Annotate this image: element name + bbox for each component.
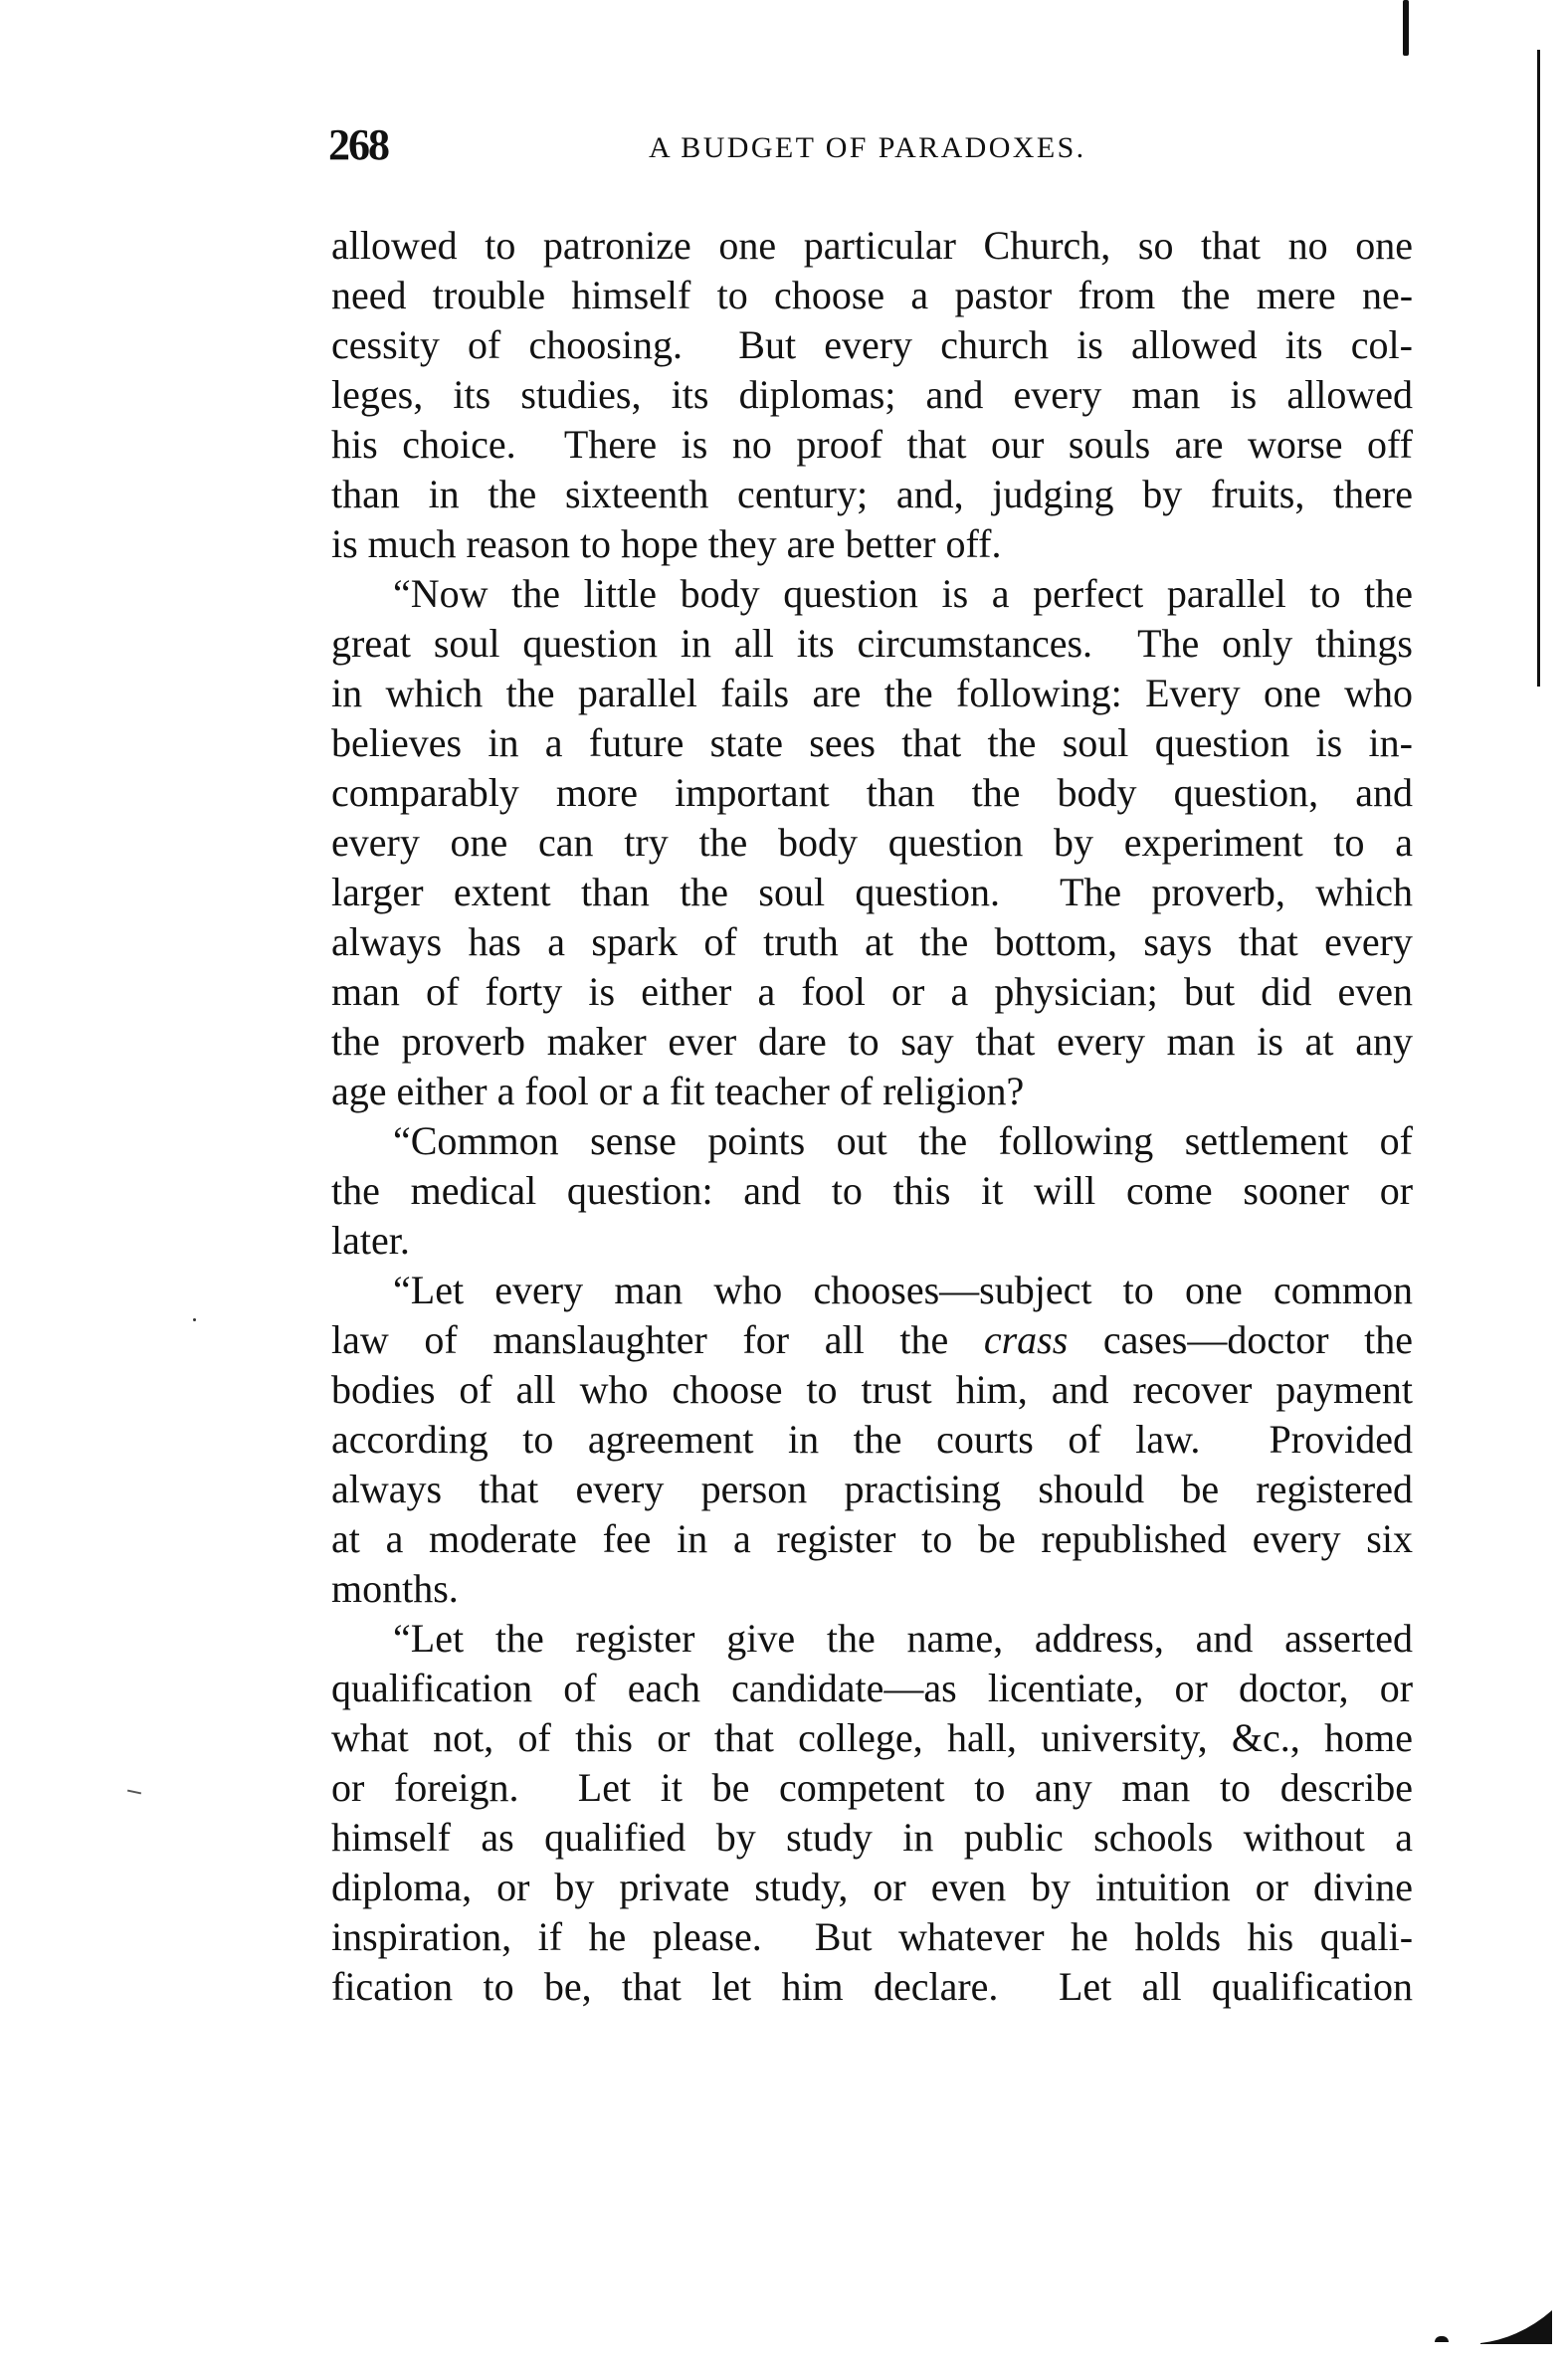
body-text bbox=[331, 221, 1413, 2012]
text-line: always that every person practising should be registered bbox=[331, 1467, 1413, 1511]
text-line: man of forty is either a fool or a physician; but did even bbox=[331, 969, 1414, 1014]
text-line: allowed to patronize one particular Church, so that no one bbox=[331, 223, 1413, 268]
text-line: the medical question: and to this it will come sooner or bbox=[331, 1168, 1414, 1213]
scan-artifact-corner-wedge bbox=[1480, 2310, 1552, 2344]
text-line: bodies of all who choose to trust him, and recover payment bbox=[331, 1367, 1414, 1412]
running-head bbox=[328, 117, 1413, 173]
text-line: comparably more important than the body question, and bbox=[331, 770, 1413, 815]
text-run: law of manslaughter for all the bbox=[331, 1317, 984, 1362]
text-line: than in the sixteenth century; and, judging by fruits, there bbox=[331, 472, 1413, 516]
scan-artifact-corner-dot bbox=[1435, 2336, 1449, 2342]
scan-artifact-dash bbox=[127, 1790, 141, 1795]
text-line: months. bbox=[331, 1566, 459, 1611]
text-line: great soul question in all its circumstances. The only things bbox=[331, 621, 1413, 666]
italic-word: crass bbox=[983, 1317, 1069, 1362]
text-line: in which the parallel fails are the following: Every one who bbox=[331, 671, 1414, 715]
text-line: “Let the register give the name, address, and asserted bbox=[393, 1616, 1414, 1661]
text-line: need trouble himself to choose a pastor from the mere ne- bbox=[331, 273, 1414, 317]
text-line: believes in a future state sees that the soul question is in- bbox=[331, 720, 1413, 765]
text-line: age either a fool or a fit teacher of religion? bbox=[331, 1069, 1025, 1113]
page-number: 268 bbox=[328, 120, 388, 169]
text-line: or foreign. Let it be competent to any man to describe bbox=[331, 1765, 1413, 1810]
scan-artifact-edge-rule bbox=[1537, 50, 1540, 687]
text-line: his choice. There is no proof that our souls are worse off bbox=[331, 422, 1413, 467]
text-line: according to agreement in the courts of law. Provided bbox=[331, 1417, 1413, 1462]
text-run: cases—doctor the bbox=[1068, 1317, 1414, 1362]
text-line: what not, of this or that college, hall, university, &c., home bbox=[331, 1715, 1413, 1760]
text-line: qualification of each candidate—as licentiate, or doctor, or bbox=[331, 1666, 1414, 1710]
text-line: the proverb maker ever dare to say that every man is at any bbox=[331, 1019, 1414, 1064]
text-line: every one can try the body question by experiment to a bbox=[331, 820, 1414, 865]
text-line: cessity of choosing. But every church is allowed its col- bbox=[331, 322, 1413, 367]
text-line: leges, its studies, its diplomas; and every man is allowed bbox=[331, 372, 1414, 417]
text-line bbox=[331, 1315, 1413, 1365]
text-line: himself as qualified by study in public schools without a bbox=[331, 1815, 1414, 1860]
text-line: “Now the little body question is a perfect parallel to the bbox=[393, 571, 1414, 616]
text-line: inspiration, if he please. But whatever he holds his quali- bbox=[331, 1914, 1414, 1959]
text-line: later. bbox=[331, 1218, 410, 1263]
text-line: fication to be, that let him declare. Let all qualification bbox=[331, 1964, 1414, 2009]
scan-artifact-top-mark bbox=[1403, 0, 1409, 56]
text-line: always has a spark of truth at the bottom, says that every bbox=[331, 919, 1413, 964]
scan-artifact-dot bbox=[193, 1318, 196, 1321]
text-line: is much reason to hope they are better off. bbox=[331, 521, 1002, 566]
text-line: at a moderate fee in a register to be republished every six bbox=[331, 1516, 1413, 1561]
text-line: “Common sense points out the following settlement of bbox=[393, 1118, 1413, 1163]
text-line: larger extent than the soul question. The proverb, which bbox=[331, 870, 1413, 914]
text-line: diploma, or by private study, or even by intuition or divine bbox=[331, 1865, 1413, 1909]
text-line: “Let every man who chooses—subject to one common bbox=[393, 1268, 1413, 1312]
running-title: A BUDGET OF PARADOXES. bbox=[649, 131, 1086, 164]
